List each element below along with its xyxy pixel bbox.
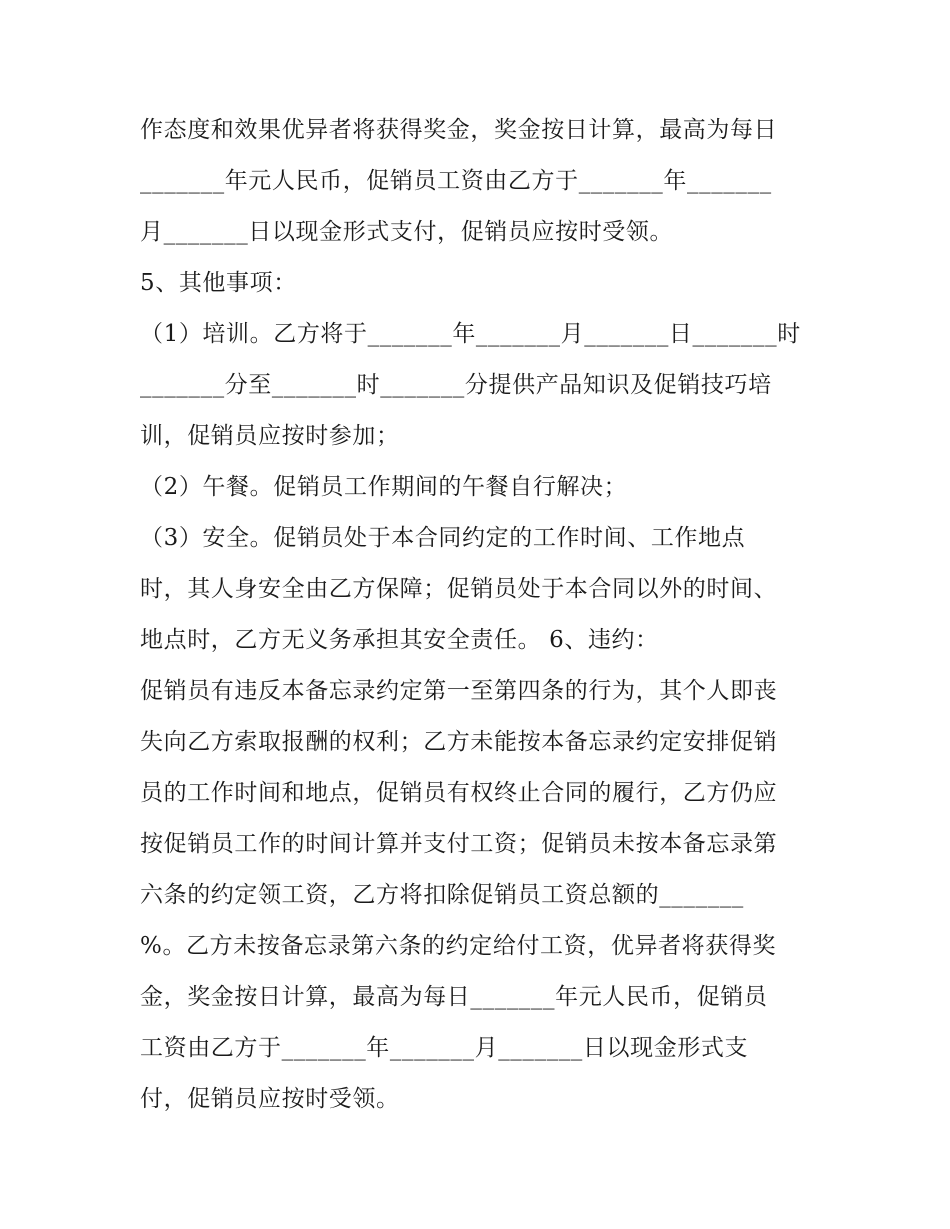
text-line: （2）午餐。促销员工作期间的午餐自行解决；: [140, 474, 628, 500]
text-line: 金，奖金按日计算，最高为每日_______年元人民币，促销员: [140, 984, 768, 1010]
text-line: 工资由乙方于_______年_______月_______日以现金形式支: [140, 1035, 749, 1061]
text-line: 地点时，乙方无义务承担其安全责任。 6、违约：: [140, 627, 659, 653]
text-line: _______年元人民币，促销员工资由乙方于_______年_______: [140, 168, 772, 194]
text-line: 按促销员工作的时间计算并支付工资；促销员未按本备忘录第: [140, 831, 778, 857]
text-line: （3）安全。促销员处于本合同约定的工作时间、工作地点: [140, 525, 746, 551]
text-line: 促销员有违反本备忘录约定第一至第四条的行为，其个人即丧: [140, 678, 778, 704]
text-line: 员的工作时间和地点，促销员有权终止合同的履行，乙方仍应: [140, 780, 778, 806]
text-line: 失向乙方索取报酬的权利；乙方未能按本备忘录约定安排促销: [140, 729, 778, 755]
section-heading-other-matters: 5、其他事项：: [140, 270, 297, 296]
text-line: 付，促销员应按时受领。: [140, 1086, 400, 1112]
text-line: 六条的约定领工资，乙方将扣除促销员工资总额的_______: [140, 882, 744, 908]
text-line: 月_______日以现金形式支付，促销员应按时受领。: [140, 219, 674, 245]
text-line: _______分至_______时_______分提供产品知识及促销技巧培: [140, 372, 772, 398]
text-line: 作态度和效果优异者将获得奖金，奖金按日计算，最高为每日: [140, 117, 778, 143]
text-line: （1）培训。乙方将于_______年_______月_______日_______时: [140, 321, 801, 347]
text-line: %。乙方未按备忘录第六条的约定给付工资，优异者将获得奖: [140, 933, 777, 959]
text-line: 训，促销员应按时参加；: [140, 423, 400, 449]
text-line: 时，其人身安全由乙方保障；促销员处于本合同以外的时间、: [140, 576, 778, 602]
